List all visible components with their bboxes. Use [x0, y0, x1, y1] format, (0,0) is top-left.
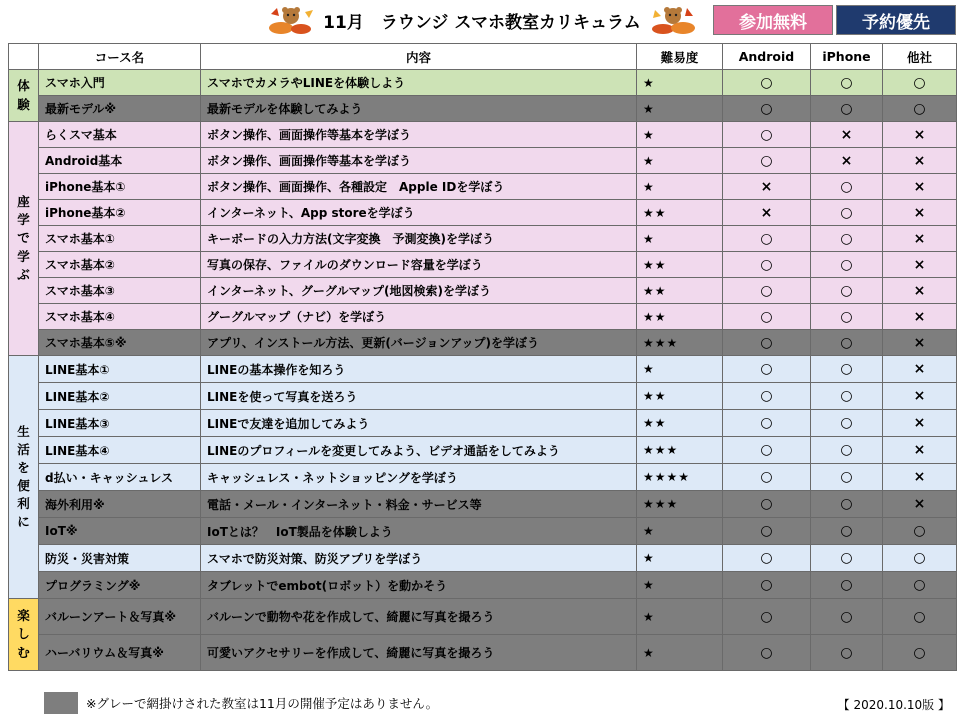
gray-legend-swatch	[44, 692, 78, 714]
other-carrier-availability-cell: ×	[883, 304, 957, 330]
android-availability-cell: ○	[723, 437, 811, 464]
table-row	[9, 122, 957, 148]
other-carrier-availability-cell: ○	[883, 635, 957, 671]
other-carrier-availability-cell: ×	[883, 356, 957, 383]
iphone-availability-cell: ○	[811, 96, 883, 122]
content-cell: IoTとは？ IoT製品を体験しよう	[201, 518, 637, 545]
content-cell: LINEで友達を追加してみよう	[201, 410, 637, 437]
course-name-cell: プログラミング※	[39, 572, 201, 599]
difficulty-cell: ★★★★	[637, 464, 723, 491]
android-availability-cell: ○	[723, 330, 811, 356]
content-cell: 最新モデルを体験してみよう	[201, 96, 637, 122]
course-name-cell: Android基本	[39, 148, 201, 174]
course-name-cell: スマホ基本③	[39, 278, 201, 304]
android-availability-cell: ○	[723, 278, 811, 304]
course-name-cell: 海外利用※	[39, 491, 201, 518]
difficulty-cell: ★	[637, 174, 723, 200]
difficulty-cell: ★★	[637, 410, 723, 437]
content-cell: グーグルマップ（ナビ）を学ぼう	[201, 304, 637, 330]
autumn-decoration-left-icon	[267, 4, 315, 36]
iphone-availability-cell: ○	[811, 174, 883, 200]
difficulty-cell: ★	[637, 70, 723, 96]
difficulty-cell: ★★★	[637, 437, 723, 464]
iphone-availability-cell: ○	[811, 226, 883, 252]
course-name-cell: 防災・災害対策	[39, 545, 201, 572]
course-name-cell: スマホ入門	[39, 70, 201, 96]
course-name-cell: スマホ基本④	[39, 304, 201, 330]
android-availability-cell: ○	[723, 356, 811, 383]
header-iphone: iPhone	[811, 44, 883, 70]
android-availability-cell: ×	[723, 174, 811, 200]
reservation-priority-badge: 予約優先	[836, 5, 956, 35]
table-row	[9, 304, 957, 330]
course-name-cell: LINE基本②	[39, 383, 201, 410]
difficulty-cell: ★	[637, 572, 723, 599]
page-title: 11月 ラウンジ スマホ教室カリキュラム	[323, 12, 641, 33]
other-carrier-availability-cell: ○	[883, 70, 957, 96]
table-row	[9, 383, 957, 410]
iphone-availability-cell: ○	[811, 200, 883, 226]
content-cell: スマホで防災対策、防災アプリを学ぼう	[201, 545, 637, 572]
header-other-carrier: 他社	[883, 44, 957, 70]
difficulty-cell: ★	[637, 635, 723, 671]
other-carrier-availability-cell: ○	[883, 572, 957, 599]
other-carrier-availability-cell: ×	[883, 252, 957, 278]
other-carrier-availability-cell: ○	[883, 545, 957, 572]
table-row	[9, 200, 957, 226]
table-row	[9, 148, 957, 174]
other-carrier-availability-cell: ×	[883, 148, 957, 174]
course-name-cell: 最新モデル※	[39, 96, 201, 122]
course-name-cell: d払い・キャッシュレス	[39, 464, 201, 491]
content-cell: スマホでカメラやLINEを体験しよう	[201, 70, 637, 96]
android-availability-cell: ○	[723, 410, 811, 437]
iphone-availability-cell: ○	[811, 304, 883, 330]
other-carrier-availability-cell: ○	[883, 518, 957, 545]
content-cell: 写真の保存、ファイルのダウンロード容量を学ぼう	[201, 252, 637, 278]
iphone-availability-cell: ○	[811, 330, 883, 356]
table-row	[9, 410, 957, 437]
free-participation-badge: 参加無料	[713, 5, 833, 35]
table-row	[9, 491, 957, 518]
header-android: Android	[723, 44, 811, 70]
table-row	[9, 464, 957, 491]
iphone-availability-cell: ○	[811, 410, 883, 437]
content-cell: LINEの基本操作を知ろう	[201, 356, 637, 383]
table-row	[9, 70, 957, 96]
difficulty-cell: ★	[637, 356, 723, 383]
curriculum-table	[8, 43, 957, 671]
table-row	[9, 226, 957, 252]
iphone-availability-cell: ○	[811, 437, 883, 464]
table-row	[9, 96, 957, 122]
difficulty-cell: ★★	[637, 304, 723, 330]
course-name-cell: スマホ基本②	[39, 252, 201, 278]
category-cell: 楽 し む	[9, 599, 39, 671]
iphone-availability-cell: ○	[811, 599, 883, 635]
difficulty-cell: ★★	[637, 383, 723, 410]
table-row	[9, 545, 957, 572]
android-availability-cell: ○	[723, 572, 811, 599]
category-cell: 座 学 で 学 ぶ	[9, 122, 39, 356]
table-row	[9, 330, 957, 356]
category-cell: 体 験	[9, 70, 39, 122]
content-cell: LINEを使って写真を送ろう	[201, 383, 637, 410]
difficulty-cell: ★★★	[637, 330, 723, 356]
other-carrier-availability-cell: ×	[883, 200, 957, 226]
header-difficulty: 難易度	[637, 44, 723, 70]
content-cell: ボタン操作、画面操作等基本を学ぼう	[201, 122, 637, 148]
category-cell: 生 活 を 便 利 に	[9, 356, 39, 599]
content-cell: タブレットでembot(ロボット）を動かそう	[201, 572, 637, 599]
table-row	[9, 278, 957, 304]
footer-note: ※グレーで網掛けされた教室は11月の開催予定はありません。	[86, 696, 439, 711]
difficulty-cell: ★	[637, 599, 723, 635]
android-availability-cell: ○	[723, 383, 811, 410]
iphone-availability-cell: ○	[811, 572, 883, 599]
course-name-cell: らくスマ基本	[39, 122, 201, 148]
android-availability-cell: ○	[723, 252, 811, 278]
difficulty-cell: ★	[637, 96, 723, 122]
course-name-cell: LINE基本③	[39, 410, 201, 437]
other-carrier-availability-cell: ×	[883, 226, 957, 252]
other-carrier-availability-cell: ×	[883, 174, 957, 200]
difficulty-cell: ★	[637, 545, 723, 572]
table-row	[9, 437, 957, 464]
iphone-availability-cell: ○	[811, 545, 883, 572]
table-header-row	[9, 44, 957, 70]
header-category	[9, 44, 39, 70]
android-availability-cell: ○	[723, 545, 811, 572]
difficulty-cell: ★	[637, 518, 723, 545]
iphone-availability-cell: ○	[811, 491, 883, 518]
version-label: 【 2020.10.10版 】	[837, 698, 950, 712]
table-row	[9, 252, 957, 278]
iphone-availability-cell: ○	[811, 70, 883, 96]
content-cell: ボタン操作、画面操作等基本を学ぼう	[201, 148, 637, 174]
table-body	[9, 70, 957, 671]
android-availability-cell: ○	[723, 464, 811, 491]
android-availability-cell: ○	[723, 635, 811, 671]
android-availability-cell: ○	[723, 226, 811, 252]
difficulty-cell: ★	[637, 226, 723, 252]
iphone-availability-cell: ○	[811, 278, 883, 304]
difficulty-cell: ★★★	[637, 491, 723, 518]
content-cell: キャッシュレス・ネットショッピングを学ぼう	[201, 464, 637, 491]
table-row	[9, 518, 957, 545]
iphone-availability-cell: ○	[811, 635, 883, 671]
other-carrier-availability-cell: ×	[883, 383, 957, 410]
content-cell: ボタン操作、画面操作、各種設定 Apple IDを学ぼう	[201, 174, 637, 200]
course-name-cell: ハーバリウム＆写真※	[39, 635, 201, 671]
difficulty-cell: ★	[637, 148, 723, 174]
content-cell: インターネット、グーグルマップ(地図検索)を学ぼう	[201, 278, 637, 304]
other-carrier-availability-cell: ○	[883, 96, 957, 122]
course-name-cell: スマホ基本①	[39, 226, 201, 252]
difficulty-cell: ★★	[637, 252, 723, 278]
iphone-availability-cell: ×	[811, 122, 883, 148]
difficulty-cell: ★★	[637, 200, 723, 226]
iphone-availability-cell: ×	[811, 148, 883, 174]
other-carrier-availability-cell: ×	[883, 464, 957, 491]
course-name-cell: LINE基本④	[39, 437, 201, 464]
android-availability-cell: ○	[723, 599, 811, 635]
header-content: 内容	[201, 44, 637, 70]
android-availability-cell: ○	[723, 518, 811, 545]
other-carrier-availability-cell: ○	[883, 599, 957, 635]
android-availability-cell: ○	[723, 304, 811, 330]
iphone-availability-cell: ○	[811, 383, 883, 410]
difficulty-cell: ★	[637, 122, 723, 148]
content-cell: キーボードの入力方法(文字変換 予測変換)を学ぼう	[201, 226, 637, 252]
course-name-cell: IoT※	[39, 518, 201, 545]
table-row	[9, 635, 957, 671]
android-availability-cell: ○	[723, 96, 811, 122]
content-cell: 電話・メール・インターネット・料金・サービス等	[201, 491, 637, 518]
iphone-availability-cell: ○	[811, 464, 883, 491]
difficulty-cell: ★★	[637, 278, 723, 304]
iphone-availability-cell: ○	[811, 518, 883, 545]
course-name-cell: LINE基本①	[39, 356, 201, 383]
iphone-availability-cell: ○	[811, 356, 883, 383]
iphone-availability-cell: ○	[811, 252, 883, 278]
other-carrier-availability-cell: ×	[883, 410, 957, 437]
android-availability-cell: ○	[723, 70, 811, 96]
header-course-name: コース名	[39, 44, 201, 70]
page-title-group	[262, 4, 702, 36]
table-row	[9, 572, 957, 599]
content-cell: インターネット、App storeを学ぼう	[201, 200, 637, 226]
course-name-cell: iPhone基本②	[39, 200, 201, 226]
content-cell: バルーンで動物や花を作成して、綺麗に写真を撮ろう	[201, 599, 637, 635]
other-carrier-availability-cell: ×	[883, 330, 957, 356]
android-availability-cell: ×	[723, 200, 811, 226]
course-name-cell: バルーンアート＆写真※	[39, 599, 201, 635]
table-row	[9, 174, 957, 200]
autumn-decoration-right-icon	[649, 4, 697, 36]
other-carrier-availability-cell: ×	[883, 437, 957, 464]
android-availability-cell: ○	[723, 122, 811, 148]
header	[0, 0, 960, 40]
content-cell: 可愛いアクセサリーを作成して、綺麗に写真を撮ろう	[201, 635, 637, 671]
android-availability-cell: ○	[723, 148, 811, 174]
table-row	[9, 356, 957, 383]
content-cell: LINEのプロフィールを変更してみよう、ビデオ通話をしてみよう	[201, 437, 637, 464]
other-carrier-availability-cell: ×	[883, 491, 957, 518]
course-name-cell: スマホ基本⑤※	[39, 330, 201, 356]
android-availability-cell: ○	[723, 491, 811, 518]
other-carrier-availability-cell: ×	[883, 278, 957, 304]
content-cell: アプリ、インストール方法、更新(バージョンアップ)を学ぼう	[201, 330, 637, 356]
table-row	[9, 599, 957, 635]
other-carrier-availability-cell: ×	[883, 122, 957, 148]
course-name-cell: iPhone基本①	[39, 174, 201, 200]
